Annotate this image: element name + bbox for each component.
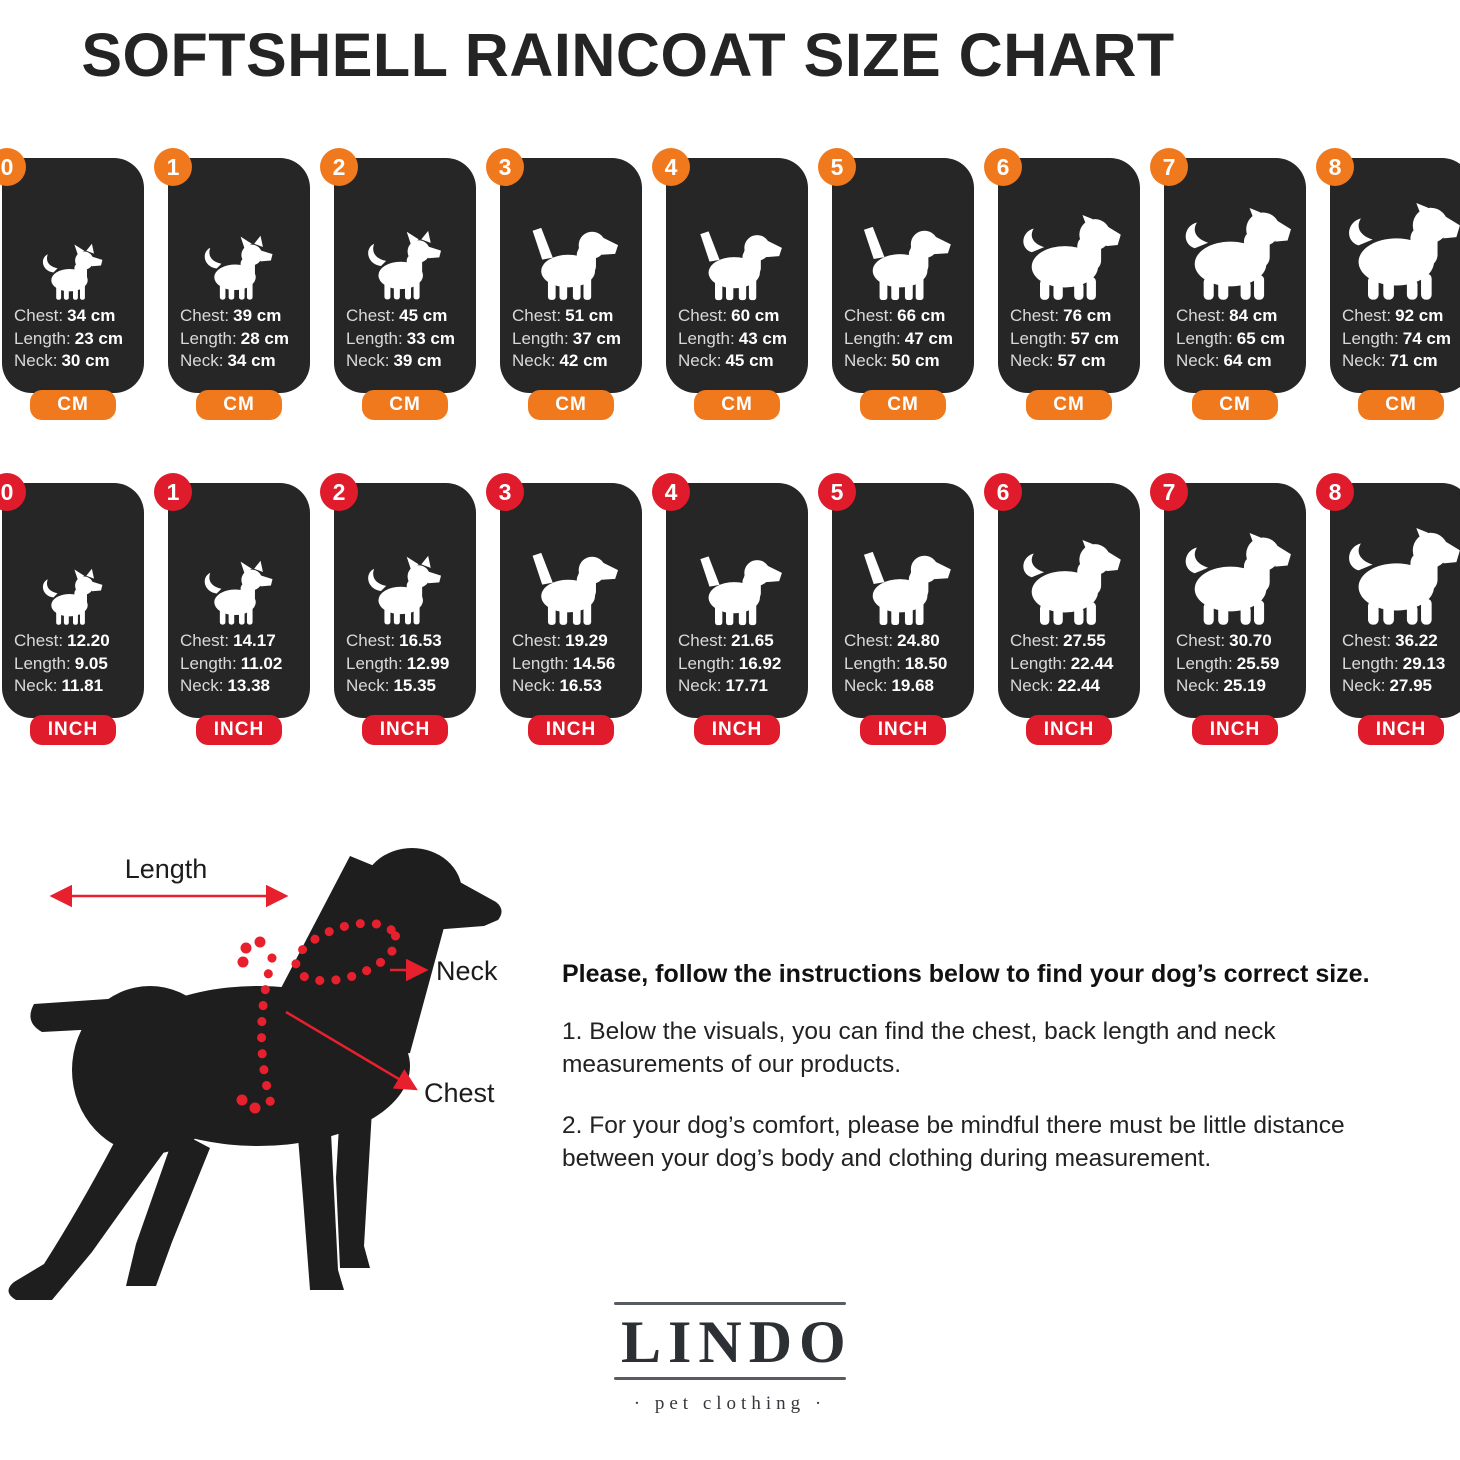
measurements bbox=[678, 305, 804, 373]
dog-illustration bbox=[2, 196, 144, 302]
chest-value: 14.17 bbox=[233, 631, 276, 650]
chest-value: 27.55 bbox=[1063, 631, 1106, 650]
chest-value: 76 cm bbox=[1063, 306, 1112, 325]
size-card bbox=[332, 153, 476, 415]
measurements bbox=[1010, 305, 1136, 373]
dog-icon bbox=[38, 568, 108, 627]
chest-label: Chest: bbox=[346, 631, 396, 650]
neck-value: 71 cm bbox=[1389, 351, 1438, 370]
neck-row bbox=[14, 675, 140, 698]
length-label: Length: bbox=[14, 653, 71, 673]
chest-value: 84 cm bbox=[1229, 306, 1278, 325]
length-value: 12.99 bbox=[406, 653, 450, 673]
neck-value: 16.53 bbox=[559, 676, 603, 695]
length-row bbox=[180, 653, 306, 676]
length-value: 18.50 bbox=[904, 653, 948, 673]
chest-label: Chest: bbox=[1342, 631, 1392, 650]
length-value: 29.13 bbox=[1402, 653, 1446, 673]
page-title: SOFTSHELL RAINCOAT SIZE CHART bbox=[81, 21, 1175, 89]
dog-icon bbox=[854, 220, 952, 302]
dog-illustration bbox=[334, 196, 476, 302]
chest-label: Chest: bbox=[512, 631, 562, 650]
instructions-block bbox=[562, 960, 1450, 1203]
size-card bbox=[664, 478, 808, 740]
dog-silhouette bbox=[8, 848, 501, 1300]
neck-label: Neck: bbox=[346, 351, 390, 370]
length-row bbox=[14, 328, 140, 351]
length-value: 28 cm bbox=[240, 328, 289, 348]
chest-value: 51 cm bbox=[565, 306, 614, 325]
neck-label: Neck: bbox=[512, 351, 556, 370]
dog-icon bbox=[691, 550, 783, 627]
chest-value: 21.65 bbox=[731, 631, 774, 650]
measurements bbox=[678, 630, 804, 698]
chest-row bbox=[512, 630, 638, 653]
length-label: Length: bbox=[678, 328, 735, 348]
chest-row bbox=[1010, 305, 1136, 328]
brand-logo bbox=[614, 1302, 853, 1415]
measurements bbox=[1342, 305, 1460, 373]
length-row bbox=[180, 328, 306, 351]
chest-label: Chest: bbox=[844, 306, 894, 325]
unit-badge: CM bbox=[694, 390, 780, 420]
neck-value: 39 cm bbox=[393, 351, 442, 370]
length-label: Length: bbox=[512, 653, 569, 673]
dog-illustration bbox=[500, 196, 642, 302]
size-number-badge: 6 bbox=[984, 473, 1022, 511]
chest-label: Chest: bbox=[14, 306, 64, 325]
length-value: 25.59 bbox=[1236, 653, 1280, 673]
neck-label: Neck: bbox=[512, 676, 556, 695]
chest-value: 66 cm bbox=[897, 306, 946, 325]
size-card bbox=[1328, 478, 1460, 740]
length-row bbox=[1342, 328, 1460, 351]
size-number-badge: 8 bbox=[1316, 473, 1354, 511]
dog-icon bbox=[523, 221, 619, 302]
size-number-badge: 4 bbox=[652, 148, 690, 186]
dog-icon bbox=[199, 560, 279, 627]
chest-label: Chest: bbox=[1342, 306, 1392, 325]
unit-badge: INCH bbox=[528, 715, 614, 745]
neck-row bbox=[1010, 350, 1136, 373]
inch-size-row bbox=[0, 478, 1460, 740]
length-label: Length: bbox=[180, 653, 237, 673]
chest-label: Chest: bbox=[1010, 631, 1060, 650]
chest-row bbox=[180, 630, 306, 653]
neck-value: 15.35 bbox=[393, 676, 437, 695]
neck-value: 64 cm bbox=[1223, 351, 1272, 370]
size-card bbox=[996, 153, 1140, 415]
length-label: Length: bbox=[512, 328, 569, 348]
unit-badge: INCH bbox=[196, 715, 282, 745]
size-card bbox=[996, 478, 1140, 740]
size-number-badge: 5 bbox=[818, 473, 856, 511]
neck-value: 42 cm bbox=[559, 351, 608, 370]
chest-value: 60 cm bbox=[731, 306, 780, 325]
dog-icon bbox=[1342, 528, 1460, 627]
chest-label: Chest: bbox=[678, 631, 728, 650]
neck-value: 17.71 bbox=[725, 676, 769, 695]
unit-badge: CM bbox=[528, 390, 614, 420]
length-label: Length: bbox=[1010, 328, 1067, 348]
length-value: 37 cm bbox=[572, 328, 621, 348]
neck-row bbox=[1342, 675, 1460, 698]
neck-label: Neck: bbox=[678, 676, 722, 695]
length-value: 22.44 bbox=[1070, 653, 1114, 673]
length-row bbox=[844, 328, 970, 351]
neck-row bbox=[512, 350, 638, 373]
length-value: 9.05 bbox=[74, 653, 108, 673]
neck-value: 11.81 bbox=[61, 676, 104, 695]
chest-row bbox=[512, 305, 638, 328]
chest-row bbox=[678, 305, 804, 328]
chest-value: 19.29 bbox=[565, 631, 608, 650]
neck-row bbox=[1176, 675, 1302, 698]
size-number-badge: 4 bbox=[652, 473, 690, 511]
measurements bbox=[180, 630, 306, 698]
neck-label: Neck: bbox=[1010, 676, 1054, 695]
dog-icon bbox=[1017, 215, 1121, 302]
neck-label: Neck: bbox=[180, 351, 224, 370]
unit-badge: INCH bbox=[694, 715, 780, 745]
chest-row bbox=[180, 305, 306, 328]
neck-value: 30 cm bbox=[61, 351, 110, 370]
size-card bbox=[664, 153, 808, 415]
dog-illustration bbox=[1330, 521, 1460, 627]
unit-badge: CM bbox=[1026, 390, 1112, 420]
logo-rule-bottom bbox=[614, 1377, 846, 1380]
dog-illustration bbox=[998, 521, 1140, 627]
length-value: 14.56 bbox=[572, 653, 616, 673]
dog-illustration bbox=[832, 196, 974, 302]
neck-row bbox=[346, 350, 472, 373]
chest-label: Chest: bbox=[180, 631, 230, 650]
chest-row bbox=[14, 630, 140, 653]
chest-label: Chest: bbox=[844, 631, 894, 650]
length-row bbox=[1010, 328, 1136, 351]
neck-label: Neck: bbox=[180, 676, 224, 695]
length-label: Length: bbox=[1342, 328, 1399, 348]
neck-value: 27.95 bbox=[1389, 676, 1433, 695]
dog-illustration bbox=[666, 196, 808, 302]
measurements bbox=[844, 305, 970, 373]
dog-illustration bbox=[666, 521, 808, 627]
measurements bbox=[14, 305, 140, 373]
logo-tagline: · pet clothing · bbox=[633, 1393, 827, 1414]
length-row bbox=[14, 653, 140, 676]
neck-label: Neck: bbox=[14, 676, 58, 695]
neck-row bbox=[1010, 675, 1136, 698]
length-value: 33 cm bbox=[406, 328, 455, 348]
size-number-badge: 1 bbox=[154, 148, 192, 186]
neck-label: Neck: bbox=[1010, 351, 1054, 370]
size-card bbox=[0, 478, 144, 740]
length-row bbox=[678, 328, 804, 351]
size-number-badge: 7 bbox=[1150, 148, 1188, 186]
neck-row bbox=[678, 675, 804, 698]
chest-label: Chest: bbox=[1176, 631, 1226, 650]
neck-row bbox=[346, 675, 472, 698]
length-row bbox=[512, 653, 638, 676]
length-label: Length: bbox=[844, 328, 901, 348]
dog-icon bbox=[362, 230, 448, 302]
unit-badge: INCH bbox=[860, 715, 946, 745]
length-row bbox=[346, 328, 472, 351]
chest-row bbox=[844, 305, 970, 328]
chest-row bbox=[1342, 630, 1460, 653]
size-card bbox=[1162, 153, 1306, 415]
length-row bbox=[1342, 653, 1460, 676]
neck-value: 25.19 bbox=[1223, 676, 1267, 695]
size-number-badge: 1 bbox=[154, 473, 192, 511]
chest-row bbox=[346, 305, 472, 328]
size-card bbox=[332, 478, 476, 740]
length-label: Length: bbox=[1176, 328, 1233, 348]
neck-diagram-label: Neck bbox=[436, 956, 498, 986]
dog-illustration bbox=[1164, 521, 1306, 627]
instruction-step-2: 2. For your dog’s comfort, please be mindful there must be little distance between your dog’s body and clothing during measurement. bbox=[562, 1112, 1345, 1173]
size-number-badge: 6 bbox=[984, 148, 1022, 186]
chest-label: Chest: bbox=[678, 306, 728, 325]
size-card bbox=[0, 153, 144, 415]
chest-label: Chest: bbox=[512, 306, 562, 325]
neck-label: Neck: bbox=[14, 351, 58, 370]
neck-value: 34 cm bbox=[227, 351, 276, 370]
size-number-badge: 0 bbox=[0, 473, 26, 511]
length-label: Length: bbox=[1342, 653, 1399, 673]
dog-icon bbox=[1342, 203, 1460, 302]
measurements bbox=[512, 305, 638, 373]
length-label: Length: bbox=[180, 328, 237, 348]
chest-label: Chest: bbox=[1010, 306, 1060, 325]
dog-icon bbox=[362, 555, 448, 627]
size-card bbox=[830, 153, 974, 415]
neck-row bbox=[1342, 350, 1460, 373]
length-row bbox=[678, 653, 804, 676]
chest-label: Chest: bbox=[180, 306, 230, 325]
length-label: Length: bbox=[14, 328, 71, 348]
dog-illustration bbox=[1330, 196, 1460, 302]
size-card bbox=[498, 153, 642, 415]
length-label: Length: bbox=[1176, 653, 1233, 673]
neck-label: Neck: bbox=[1176, 351, 1220, 370]
neck-row bbox=[180, 675, 306, 698]
unit-badge: INCH bbox=[362, 715, 448, 745]
neck-row bbox=[678, 350, 804, 373]
chest-value: 39 cm bbox=[233, 306, 282, 325]
neck-row bbox=[844, 675, 970, 698]
length-label: Length: bbox=[678, 653, 735, 673]
unit-badge: INCH bbox=[1192, 715, 1278, 745]
measurements bbox=[1010, 630, 1136, 698]
chest-row bbox=[1176, 305, 1302, 328]
measurements bbox=[180, 305, 306, 373]
dog-icon bbox=[199, 235, 279, 302]
unit-badge: CM bbox=[362, 390, 448, 420]
size-number-badge: 3 bbox=[486, 148, 524, 186]
dog-illustration bbox=[500, 521, 642, 627]
size-number-badge: 2 bbox=[320, 473, 358, 511]
neck-row bbox=[180, 350, 306, 373]
chest-value: 12.20 bbox=[67, 631, 110, 650]
unit-badge: CM bbox=[1358, 390, 1444, 420]
neck-row bbox=[512, 675, 638, 698]
neck-value: 13.38 bbox=[227, 676, 271, 695]
length-value: 11.02 bbox=[240, 653, 283, 673]
size-number-badge: 7 bbox=[1150, 473, 1188, 511]
length-value: 47 cm bbox=[904, 328, 953, 348]
measurements bbox=[346, 630, 472, 698]
length-label: Length: bbox=[844, 653, 901, 673]
chest-value: 30.70 bbox=[1229, 631, 1272, 650]
length-value: 16.92 bbox=[738, 653, 782, 673]
length-label: Length: bbox=[1010, 653, 1067, 673]
neck-value: 19.68 bbox=[891, 676, 935, 695]
size-number-badge: 5 bbox=[818, 148, 856, 186]
size-card bbox=[166, 153, 310, 415]
chest-value: 92 cm bbox=[1395, 306, 1444, 325]
chest-value: 24.80 bbox=[897, 631, 940, 650]
chest-label: Chest: bbox=[1176, 306, 1226, 325]
logo-name: LINDO bbox=[621, 1309, 853, 1375]
dog-illustration bbox=[334, 521, 476, 627]
length-row bbox=[346, 653, 472, 676]
chest-label: Chest: bbox=[346, 306, 396, 325]
length-value: 43 cm bbox=[738, 328, 787, 348]
length-row bbox=[1176, 653, 1302, 676]
neck-value: 45 cm bbox=[725, 351, 774, 370]
logo-rule-top bbox=[614, 1302, 846, 1305]
chest-value: 36.22 bbox=[1395, 631, 1438, 650]
length-label: Length: bbox=[346, 328, 403, 348]
size-card bbox=[830, 478, 974, 740]
length-value: 65 cm bbox=[1236, 328, 1285, 348]
size-card bbox=[498, 478, 642, 740]
unit-badge: CM bbox=[30, 390, 116, 420]
neck-row bbox=[844, 350, 970, 373]
chest-diagram-label: Chest bbox=[424, 1078, 495, 1108]
dog-illustration bbox=[1164, 196, 1306, 302]
instructions-heading: Please, follow the instructions below to find your dog’s correct size. bbox=[562, 960, 1370, 988]
size-number-badge: 3 bbox=[486, 473, 524, 511]
dog-icon bbox=[1179, 208, 1291, 302]
neck-value: 50 cm bbox=[891, 351, 940, 370]
length-row bbox=[1176, 328, 1302, 351]
dog-illustration bbox=[832, 521, 974, 627]
measurements bbox=[346, 305, 472, 373]
size-card bbox=[1162, 478, 1306, 740]
size-number-badge: 8 bbox=[1316, 148, 1354, 186]
chest-row bbox=[1176, 630, 1302, 653]
neck-label: Neck: bbox=[1342, 351, 1386, 370]
neck-label: Neck: bbox=[1176, 676, 1220, 695]
measurements bbox=[14, 630, 140, 698]
chest-value: 34 cm bbox=[67, 306, 116, 325]
size-number-badge: 2 bbox=[320, 148, 358, 186]
chest-row bbox=[678, 630, 804, 653]
measurements bbox=[512, 630, 638, 698]
length-value: 74 cm bbox=[1402, 328, 1451, 348]
length-diagram-label: Length bbox=[124, 854, 208, 884]
length-value: 23 cm bbox=[74, 328, 123, 348]
dog-icon bbox=[854, 545, 952, 627]
size-card bbox=[1328, 153, 1460, 415]
size-number-badge: 0 bbox=[0, 148, 26, 186]
length-row bbox=[512, 328, 638, 351]
unit-badge: INCH bbox=[1026, 715, 1112, 745]
dog-illustration bbox=[168, 521, 310, 627]
neck-label: Neck: bbox=[1342, 676, 1386, 695]
length-label: Length: bbox=[346, 653, 403, 673]
dog-illustration bbox=[168, 196, 310, 302]
dog-icon bbox=[691, 225, 783, 302]
neck-label: Neck: bbox=[346, 676, 390, 695]
neck-label: Neck: bbox=[844, 351, 888, 370]
chest-row bbox=[346, 630, 472, 653]
neck-value: 57 cm bbox=[1057, 351, 1106, 370]
cm-size-row bbox=[0, 153, 1460, 415]
dog-icon bbox=[523, 546, 619, 627]
neck-label: Neck: bbox=[844, 676, 888, 695]
measurement-diagram bbox=[0, 818, 560, 1318]
neck-value: 22.44 bbox=[1057, 676, 1101, 695]
measurements bbox=[844, 630, 970, 698]
chest-row bbox=[14, 305, 140, 328]
chest-row bbox=[844, 630, 970, 653]
dog-icon bbox=[1017, 540, 1121, 627]
chest-label: Chest: bbox=[14, 631, 64, 650]
unit-badge: INCH bbox=[30, 715, 116, 745]
measurements bbox=[1176, 305, 1302, 373]
instruction-step-1: 1. Below the visuals, you can find the chest, back length and neck measurements of our products. bbox=[562, 1018, 1276, 1079]
dog-illustration bbox=[2, 521, 144, 627]
unit-badge: CM bbox=[860, 390, 946, 420]
chest-value: 45 cm bbox=[399, 306, 448, 325]
chest-row bbox=[1342, 305, 1460, 328]
unit-badge: CM bbox=[196, 390, 282, 420]
chest-row bbox=[1010, 630, 1136, 653]
neck-label: Neck: bbox=[678, 351, 722, 370]
unit-badge: CM bbox=[1192, 390, 1278, 420]
dog-icon bbox=[38, 243, 108, 302]
unit-badge: INCH bbox=[1358, 715, 1444, 745]
size-card bbox=[166, 478, 310, 740]
neck-row bbox=[1176, 350, 1302, 373]
length-value: 57 cm bbox=[1070, 328, 1119, 348]
dog-icon bbox=[1179, 533, 1291, 627]
neck-row bbox=[14, 350, 140, 373]
length-row bbox=[1010, 653, 1136, 676]
dog-illustration bbox=[998, 196, 1140, 302]
measurements bbox=[1176, 630, 1302, 698]
chest-value: 16.53 bbox=[399, 631, 442, 650]
measurements bbox=[1342, 630, 1460, 698]
length-row bbox=[844, 653, 970, 676]
